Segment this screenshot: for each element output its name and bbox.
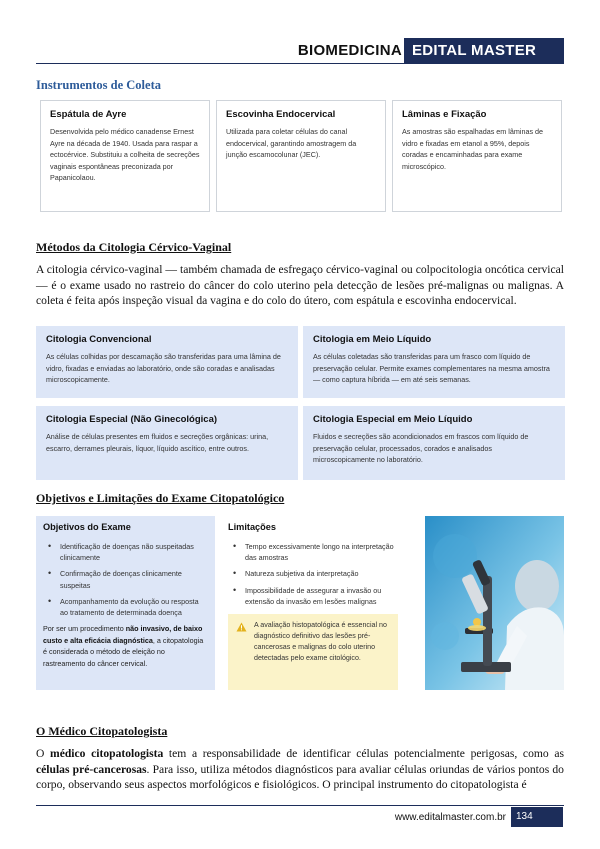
warning-text: A avaliação histopatológica é essencial no diagnóstico definitivo das lesões pré-cancerosas e malignas do colo uterino detectadas pelo exame citológico. <box>254 621 387 662</box>
instrument-card <box>392 100 562 212</box>
section-title-objetivos: Objetivos e Limitações do Exame Citopatológico <box>36 491 285 505</box>
list-item: • Impossibilidade de assegurar a invasão ou extensão da invasão em lesões malignas <box>228 585 394 607</box>
card-text: Fluidos e secreções são acondicionados em frascos com líquido de preservação celular, processados, corados e analisados microscopicamente no laboratório. <box>313 432 529 464</box>
list-item: • Natureza subjetiva da interpretação <box>228 568 394 579</box>
card-title: Espátula de Ayre <box>50 109 127 120</box>
list-item: • Confirmação de doenças clinicamente suspeitas <box>43 568 208 590</box>
method-card <box>36 406 298 480</box>
section-title-medico: O Médico Citopatologista <box>36 724 168 738</box>
card-title: Citologia Especial (Não Ginecológica) <box>46 414 218 425</box>
warning-icon <box>236 622 247 632</box>
list-item: • Tempo excessivamente longo na interpretação das amostras <box>228 541 394 563</box>
instrument-card <box>40 100 210 212</box>
card-title: Citologia Convencional <box>46 334 152 345</box>
method-card <box>303 406 565 480</box>
header-rule <box>36 63 564 64</box>
paragraph-text: . Para isso, utiliza métodos diagnósticos para avaliar células oriundas de vários pontos do corpo, observando seus aspectos morfológicos e fisiológicos. O principal instrumento do citopatologista é <box>36 762 564 792</box>
objectives-box <box>36 516 215 690</box>
instrument-card <box>216 100 386 212</box>
list-item: • Identificação de doenças não suspeitadas clinicamente <box>43 541 208 563</box>
footer-url[interactable]: www.editalmaster.com.br <box>394 812 506 823</box>
objectives-list <box>43 541 208 618</box>
list-item: • Acompanhamento da evolução ou resposta ao tratamento de determinada doença <box>43 596 208 618</box>
header-brand: EDITAL MASTER <box>404 38 564 64</box>
limitations-list <box>228 541 394 607</box>
objectives-note <box>43 623 208 669</box>
note-bold: não invasivo, de baixo custo e alta eficácia diagnóstica <box>43 624 203 645</box>
card-title: Escovinha Endocervical <box>226 109 336 120</box>
footer-rule <box>36 805 564 806</box>
card-text: Utilizada para coletar células do canal endocervical, garantindo amostragem da junção escamocolunar (JEC). <box>226 127 357 159</box>
note-text: Por ser um procedimento <box>43 624 126 634</box>
microscope-photo <box>425 516 564 690</box>
limitations-title: Limitações <box>228 522 276 532</box>
paragraph-bold: médico citopatologista <box>50 747 164 760</box>
paragraph-text: tem a responsabilidade de identificar células potencialmente perigosas, como as <box>163 747 565 760</box>
card-text: Desenvolvida pelo médico canadense Ernest Ayre na década de 1940. Usada para raspar a ectocérvice. Substituiu a colheita de secreções vaginais espontâneas preconizada por Papanicolaou. <box>50 127 200 182</box>
paragraph-metodos: A citologia cérvico-vaginal — também chamada de esfregaço cérvico-vaginal ou colpocitologia oncótica cervical — é o exame usado no rastreio do câncer do colo uterino pela detecção de lesões pré-malignas ou malignas. A coleta é feita após inspeção visual da vagina e do colo do útero, com espátula e escovinha endocervical. <box>36 263 564 308</box>
card-title: Citologia Especial em Meio Líquido <box>313 414 473 425</box>
section-title-metodos: Métodos da Citologia Cérvico-Vaginal <box>36 240 232 254</box>
header-subject: BIOMEDICINA <box>297 42 402 59</box>
method-card <box>36 326 298 398</box>
paragraph-bold: células pré-cancerosas <box>36 762 147 776</box>
card-text: As amostras são espalhadas em lâminas de vidro e fixadas em etanol a 95%, depois coradas e encaminhadas para exame microscópico. <box>402 127 544 171</box>
note-text: , a citopatologia é considerada o método de eleição no rastreamento do câncer cervical. <box>43 635 204 668</box>
card-title: Citologia em Meio Líquido <box>313 334 432 345</box>
warning-box <box>228 614 398 690</box>
card-title: Lâminas e Fixação <box>402 109 487 120</box>
card-text: As células coletadas são transferidas para um frasco com líquido de preservação celular. Permite exames complementares na mesma amostra — como captura híbrida — em até seis semanas. <box>313 352 550 384</box>
microscope-image <box>425 516 564 690</box>
card-text: As células colhidas por descamação são transferidas para uma lâmina de vidro, fixadas e enviadas ao laboratório, onde são coradas e analisadas microscopicamente. <box>46 352 281 384</box>
page-number: 134 <box>511 807 563 827</box>
section-title-instrumentos: Instrumentos de Coleta <box>36 78 161 92</box>
objectives-title: Objetivos do Exame <box>43 522 131 532</box>
paragraph-medico <box>36 746 564 793</box>
paragraph-text: O <box>36 747 51 760</box>
method-card <box>303 326 565 398</box>
card-text: Análise de células presentes em fluidos e secreções orgânicas: urina, escarro, derrames pleurais, líquor, líquido ascítico, entre outros. <box>46 432 269 453</box>
